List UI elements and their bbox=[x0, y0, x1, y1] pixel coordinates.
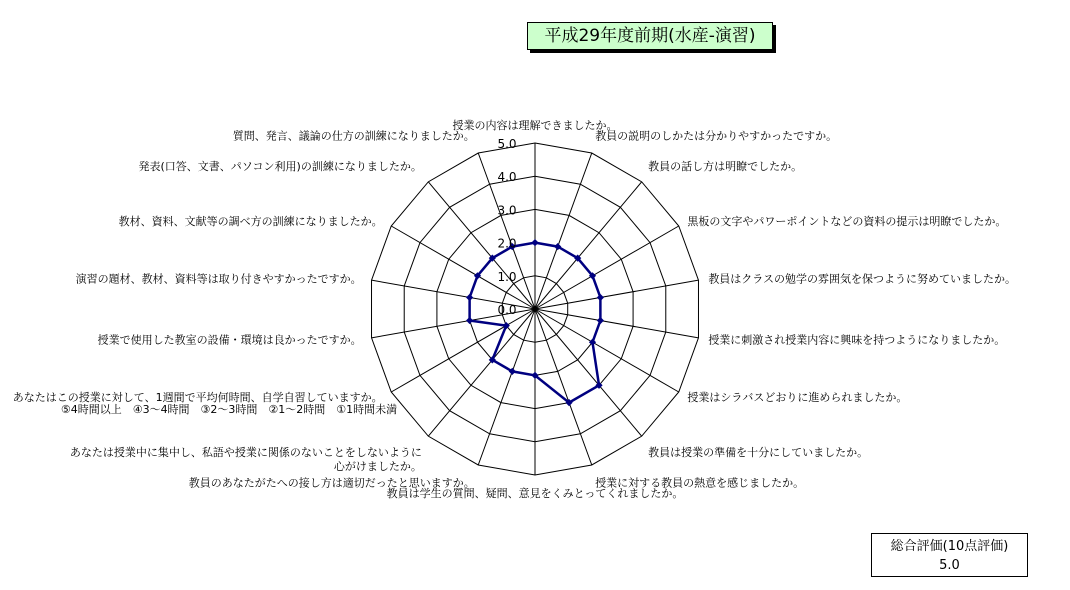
chart-title: 平成29年度前期(水産-演習) bbox=[527, 22, 773, 50]
tick-label: 0.0 bbox=[497, 303, 517, 317]
axis-label-13: あなたはこの授業に対して、1週間で平均何時間、自学自習していますか。 bbox=[12, 391, 383, 404]
data-point-6 bbox=[597, 317, 604, 324]
axis-label-15: 演習の題材、教材、資料等は取り付きやすかったですか。 bbox=[75, 272, 362, 286]
axis-label-3: 教員の話し方は明瞭でしたか。 bbox=[648, 160, 803, 174]
data-point-5 bbox=[597, 294, 604, 301]
axis-label-5: 教員はクラスの勉学の雰囲気を保つように努めていましたか。 bbox=[708, 272, 1016, 286]
axis-label-12: 心がけましたか。 bbox=[333, 459, 422, 473]
self-study-hours-legend: ⑤4時間以上 ④3～4時間 ③2～3時間 ②1～2時間 ①1時間未満 bbox=[60, 403, 398, 416]
axis-label-16: 教材、資料、文献等の調べ方の訓練になりましたか。 bbox=[118, 215, 383, 228]
data-point-14 bbox=[466, 317, 473, 324]
tick-label: 2.0 bbox=[497, 236, 517, 251]
tick-label: 3.0 bbox=[497, 203, 517, 218]
axis-label-9: 授業に対する教員の熱意を感じましたか。 bbox=[595, 476, 805, 490]
tick-label: 5.0 bbox=[497, 137, 517, 151]
axis-label-14: 授業で使用した教室の設備・環境は良かったですか。 bbox=[97, 333, 362, 347]
axis-label-12: あなたは授業中に集中し、私語や授業に関係のないことをしないように bbox=[69, 445, 422, 459]
tick-label: 1.0 bbox=[497, 269, 517, 284]
grid-spoke-9 bbox=[535, 309, 592, 465]
axis-label-11: 教員のあなたがたへの接し方は適切だったと思いますか。 bbox=[188, 476, 475, 490]
axis-label-17: 発表(口答、文書、パソコン利用)の訓練になりましたか。 bbox=[138, 160, 422, 174]
tick-label: 4.0 bbox=[497, 170, 517, 185]
grid-spoke-11 bbox=[478, 309, 535, 465]
grid-spoke-2 bbox=[535, 153, 592, 309]
axis-label-18: 質問、発言、議論の仕方の訓練になりましたか。 bbox=[232, 129, 475, 143]
radial-tick-labels bbox=[497, 137, 516, 317]
axis-label-7: 授業はシラバスどおりに進められましたか。 bbox=[687, 391, 908, 404]
data-point-1 bbox=[531, 239, 538, 246]
axis-label-2: 教員の説明のしかたは分かりやすかったですか。 bbox=[595, 129, 838, 143]
overall-rating-label: 総合評価(10点評価) bbox=[890, 539, 1009, 554]
axis-label-1: 授業の内容は理解できましたか。 bbox=[452, 119, 618, 132]
axis-label-8: 教員は授業の準備を十分にしていましたか。 bbox=[648, 445, 869, 459]
data-point-15 bbox=[466, 294, 473, 301]
axis-label-6: 授業に刺激され授業内容に興味を持つようになりましたか。 bbox=[708, 333, 1006, 347]
overall-rating-box bbox=[871, 533, 1028, 577]
radar-grid bbox=[372, 143, 699, 475]
axis-label-4: 黒板の文字やパワーポイントなどの資料の提示は明瞭でしたか。 bbox=[687, 215, 1007, 228]
axis-label-10: 教員は学生の質問、疑問、意見をくみとってくれましたか。 bbox=[386, 487, 684, 500]
overall-rating-value: 5.0 bbox=[939, 558, 960, 573]
